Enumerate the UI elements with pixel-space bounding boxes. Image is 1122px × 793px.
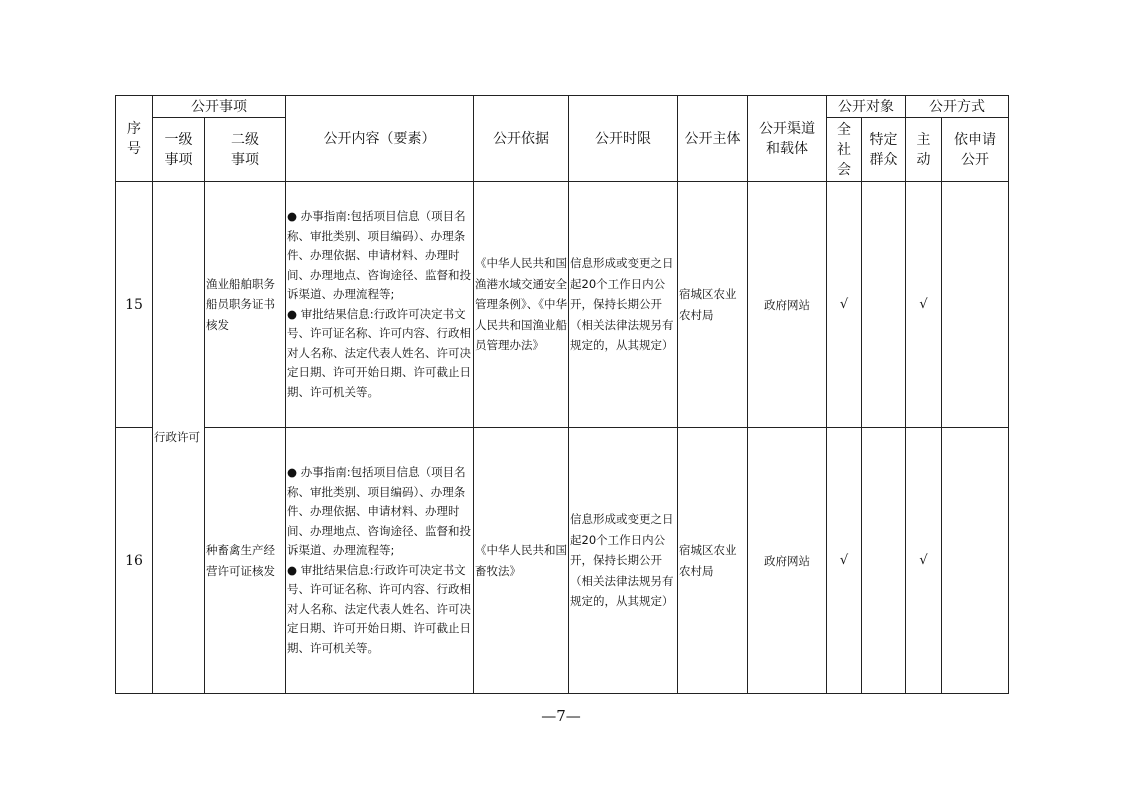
level1-item: 行政许可 — [153, 182, 205, 694]
time-limit-cell: 信息形成或变更之日起20个工作日内公开，保持长期公开（相关法律法规另有规定的，从其规定） — [569, 182, 678, 428]
by-request-check — [942, 428, 1009, 694]
subject-cell: 宿城区农业农村局 — [678, 428, 748, 694]
channel-cell: 政府网站 — [748, 428, 827, 694]
table-row — [116, 182, 1009, 428]
header-public-items: 公开事项 — [153, 96, 286, 118]
active-check: √ — [906, 182, 942, 428]
content-bullet: ● 办事指南:包括项目信息（项目名称、审批类别、项目编码）、办理条件、办理依据、申请材料、办理时间、办理地点、咨询途径、监督和投诉渠道、办理流程等; — [287, 465, 471, 557]
specific-group-check — [862, 428, 906, 694]
content-bullet: ● 审批结果信息:行政许可决定书文号、许可证名称、许可内容、行政相对人名称、法定代表人姓名、许可决定日期、许可开始日期、许可截止日期、许可机关等。 — [287, 306, 471, 399]
specific-group-check — [862, 182, 906, 428]
table-row — [116, 428, 1009, 694]
page-number: —7— — [541, 707, 581, 725]
subject-cell: 宿城区农业农村局 — [678, 182, 748, 428]
content-bullet: ● 办事指南:包括项目信息（项目名称、审批类别、项目编码）、办理条件、办理依据、申请材料、办理时间、办理地点、咨询途径、监督和投诉渠道、办理流程等; — [287, 209, 471, 301]
row-seq: 15 — [116, 182, 153, 428]
header-content: 公开内容（要素） — [286, 96, 474, 182]
content-cell — [286, 428, 474, 694]
content-cell — [286, 182, 474, 428]
level2-item: 种畜禽生产经营许可证核发 — [205, 428, 286, 694]
time-limit-cell: 信息形成或变更之日起20个工作日内公开，保持长期公开（相关法律法规另有规定的，从其规定） — [569, 428, 678, 694]
header-active: 主 动 — [906, 118, 942, 182]
content-bullet: ● 审批结果信息:行政许可决定书文号、许可证名称、许可内容、行政相对人名称、法定代表人姓名、许可决定日期、许可开始日期、许可截止日期、许可机关等。 — [287, 562, 471, 655]
basis-cell: 《中华人民共和国渔港水域交通安全管理条例》、《中华人民共和国渔业船员管理办法》 — [474, 182, 569, 428]
header-channel: 公开渠道 和载体 — [748, 96, 827, 182]
active-check: √ — [906, 428, 942, 694]
basis-cell: 《中华人民共和国畜牧法》 — [474, 428, 569, 694]
header-method: 公开方式 — [906, 96, 1009, 118]
header-level2: 二级 事项 — [205, 118, 286, 182]
header-whole-society: 全 社 会 — [827, 118, 862, 182]
header-target: 公开对象 — [827, 96, 906, 118]
header-specific-group: 特定 群众 — [862, 118, 906, 182]
by-request-check — [942, 182, 1009, 428]
disclosure-table — [115, 95, 1009, 694]
whole-society-check: √ — [827, 428, 862, 694]
header-seq: 序 号 — [116, 96, 153, 182]
channel-cell: 政府网站 — [748, 182, 827, 428]
whole-society-check: √ — [827, 182, 862, 428]
row-seq: 16 — [116, 428, 153, 694]
level2-item: 渔业船舶职务船员职务证书核发 — [205, 182, 286, 428]
header-time-limit: 公开时限 — [569, 96, 678, 182]
header-level1: 一级 事项 — [153, 118, 205, 182]
header-basis: 公开依据 — [474, 96, 569, 182]
header-by-request: 依申请 公开 — [942, 118, 1009, 182]
header-subject: 公开主体 — [678, 96, 748, 182]
